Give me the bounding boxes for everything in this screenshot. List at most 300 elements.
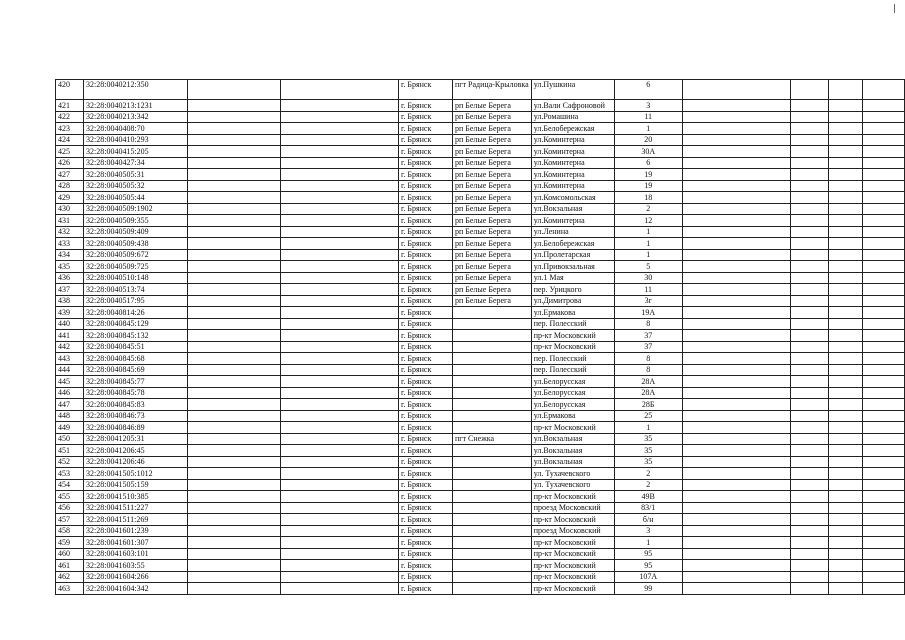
cadastral-number: 32:28:0040509:1902 (84, 203, 188, 215)
empty-cell (281, 80, 399, 100)
empty-cell (682, 157, 790, 169)
empty-cell (281, 537, 399, 549)
cadastral-number: 32:28:0040846:89 (84, 422, 188, 434)
empty-cell (862, 295, 904, 307)
empty-cell (828, 502, 862, 514)
city-cell: г. Брянск (399, 272, 453, 284)
empty-cell (682, 468, 790, 480)
table-row (56, 422, 905, 434)
empty-cell (682, 226, 790, 238)
empty-cell (790, 134, 828, 146)
cadastral-number: 32:28:0041206:46 (84, 456, 188, 468)
empty-cell (188, 146, 281, 158)
cadastral-number: 32:28:0041505:1012 (84, 468, 188, 480)
empty-cell (188, 238, 281, 250)
table-row (56, 272, 905, 284)
empty-cell (862, 146, 904, 158)
table-row (56, 399, 905, 411)
row-number: 429 (56, 192, 84, 204)
empty-cell (828, 146, 862, 158)
city-cell: г. Брянск (399, 525, 453, 537)
table-row (56, 387, 905, 399)
settlement-cell: рп Белые Берега (453, 226, 532, 238)
empty-cell (828, 123, 862, 135)
empty-cell (281, 583, 399, 595)
empty-cell (281, 261, 399, 273)
empty-cell (682, 525, 790, 537)
house-number: 3 (614, 100, 682, 112)
empty-cell (682, 123, 790, 135)
street-cell: ул.Вали Сафроновой (531, 100, 614, 112)
empty-cell (790, 215, 828, 227)
empty-cell (188, 330, 281, 342)
row-number: 428 (56, 180, 84, 192)
street-cell: пр-кт Московский (531, 548, 614, 560)
cadastral-number: 32:28:0040427:34 (84, 157, 188, 169)
empty-cell (281, 502, 399, 514)
empty-cell (682, 364, 790, 376)
cadastral-number: 32:28:0040845:51 (84, 341, 188, 353)
empty-cell (828, 410, 862, 422)
street-cell: ул.Коминтерна (531, 169, 614, 181)
empty-cell (188, 433, 281, 445)
cadastral-number: 32:28:0040845:83 (84, 399, 188, 411)
empty-cell (862, 307, 904, 319)
house-number: 28А (614, 387, 682, 399)
city-cell: г. Брянск (399, 353, 453, 365)
settlement-cell: рп Белые Берега (453, 215, 532, 227)
cadastral-number: 32:28:0041205:31 (84, 433, 188, 445)
empty-cell (188, 318, 281, 330)
empty-cell (682, 330, 790, 342)
table-row (56, 123, 905, 135)
city-cell: г. Брянск (399, 180, 453, 192)
city-cell: г. Брянск (399, 318, 453, 330)
empty-cell (281, 203, 399, 215)
table-row (56, 491, 905, 503)
empty-cell (790, 330, 828, 342)
empty-cell (682, 295, 790, 307)
row-number: 438 (56, 295, 84, 307)
empty-cell (862, 192, 904, 204)
empty-cell (790, 502, 828, 514)
settlement-cell (453, 479, 532, 491)
empty-cell (828, 238, 862, 250)
city-cell: г. Брянск (399, 376, 453, 388)
empty-cell (188, 387, 281, 399)
empty-cell (862, 261, 904, 273)
empty-cell (682, 80, 790, 100)
cadastral-number: 32:28:0041505:159 (84, 479, 188, 491)
empty-cell (828, 80, 862, 100)
street-cell: ул.Вокзальная (531, 433, 614, 445)
city-cell: г. Брянск (399, 249, 453, 261)
empty-cell (682, 307, 790, 319)
empty-cell (862, 571, 904, 583)
empty-cell (790, 525, 828, 537)
street-cell: пер. Полесский (531, 318, 614, 330)
empty-cell (790, 203, 828, 215)
city-cell: г. Брянск (399, 537, 453, 549)
empty-cell (682, 548, 790, 560)
row-number: 456 (56, 502, 84, 514)
row-number: 463 (56, 583, 84, 595)
cadastral-number: 32:28:0040845:129 (84, 318, 188, 330)
empty-cell (862, 203, 904, 215)
empty-cell (828, 261, 862, 273)
house-number: 12 (614, 215, 682, 227)
row-number: 420 (56, 80, 84, 100)
empty-cell (682, 100, 790, 112)
empty-cell (828, 203, 862, 215)
settlement-cell: рп Белые Берега (453, 261, 532, 273)
settlement-cell: рп Белые Берега (453, 146, 532, 158)
house-number: 37 (614, 330, 682, 342)
row-number: 459 (56, 537, 84, 549)
empty-cell (188, 111, 281, 123)
table-row (56, 146, 905, 158)
row-number: 433 (56, 238, 84, 250)
empty-cell (790, 146, 828, 158)
table-row (56, 284, 905, 296)
empty-cell (828, 364, 862, 376)
empty-cell (188, 571, 281, 583)
table-row (56, 502, 905, 514)
table-row (56, 307, 905, 319)
empty-cell (281, 215, 399, 227)
row-number: 445 (56, 376, 84, 388)
empty-cell (281, 123, 399, 135)
empty-cell (790, 422, 828, 434)
empty-cell (188, 169, 281, 181)
empty-cell (281, 364, 399, 376)
table-row (56, 456, 905, 468)
empty-cell (790, 284, 828, 296)
row-number: 442 (56, 341, 84, 353)
empty-cell (828, 215, 862, 227)
cadastral-number: 32:28:0040846:73 (84, 410, 188, 422)
settlement-cell (453, 560, 532, 572)
settlement-cell: рп Белые Берега (453, 295, 532, 307)
street-cell: пр-кт Московский (531, 422, 614, 434)
row-number: 460 (56, 548, 84, 560)
empty-cell (828, 100, 862, 112)
street-cell: ул. Тухачевского (531, 479, 614, 491)
empty-cell (862, 502, 904, 514)
empty-cell (281, 399, 399, 411)
row-number: 425 (56, 146, 84, 158)
empty-cell (682, 445, 790, 457)
empty-cell (862, 456, 904, 468)
empty-cell (862, 123, 904, 135)
empty-cell (790, 491, 828, 503)
street-cell: пр-кт Московский (531, 491, 614, 503)
cadastral-number: 32:28:0041604:266 (84, 571, 188, 583)
settlement-cell: рп Белые Берега (453, 123, 532, 135)
house-number: 20 (614, 134, 682, 146)
empty-cell (682, 341, 790, 353)
city-cell: г. Брянск (399, 433, 453, 445)
empty-cell (828, 399, 862, 411)
empty-cell (862, 318, 904, 330)
city-cell: г. Брянск (399, 456, 453, 468)
row-number: 455 (56, 491, 84, 503)
table-row (56, 203, 905, 215)
street-cell: ул.Белорусская (531, 376, 614, 388)
empty-cell (281, 157, 399, 169)
empty-cell (281, 560, 399, 572)
cadastral-number: 32:28:0040509:672 (84, 249, 188, 261)
house-number: 83/1 (614, 502, 682, 514)
empty-cell (790, 180, 828, 192)
table-row (56, 537, 905, 549)
table-row (56, 111, 905, 123)
empty-cell (828, 468, 862, 480)
street-cell: ул.Вокзальная (531, 456, 614, 468)
empty-cell (281, 146, 399, 158)
empty-cell (790, 433, 828, 445)
street-cell: ул.Коминтерна (531, 134, 614, 146)
empty-cell (862, 376, 904, 388)
row-number: 434 (56, 249, 84, 261)
city-cell: г. Брянск (399, 203, 453, 215)
empty-cell (828, 583, 862, 595)
city-cell: г. Брянск (399, 192, 453, 204)
settlement-cell (453, 422, 532, 434)
street-cell: ул.Ромашина (531, 111, 614, 123)
cadastral-number: 32:28:0040814:26 (84, 307, 188, 319)
street-cell: ул.Ермакова (531, 410, 614, 422)
empty-cell (828, 157, 862, 169)
cadastral-number: 32:28:0041601:239 (84, 525, 188, 537)
empty-cell (828, 433, 862, 445)
empty-cell (828, 456, 862, 468)
empty-cell (188, 376, 281, 388)
empty-cell (188, 284, 281, 296)
cadastral-number: 32:28:0040845:78 (84, 387, 188, 399)
house-number: 28А (614, 376, 682, 388)
settlement-cell (453, 399, 532, 411)
empty-cell (682, 272, 790, 284)
empty-cell (281, 111, 399, 123)
house-number: 8 (614, 364, 682, 376)
empty-cell (682, 422, 790, 434)
empty-cell (281, 249, 399, 261)
empty-cell (682, 284, 790, 296)
empty-cell (790, 249, 828, 261)
house-number: 30А (614, 146, 682, 158)
empty-cell (188, 479, 281, 491)
empty-cell (281, 307, 399, 319)
empty-cell (862, 111, 904, 123)
street-cell: ул.Белорусская (531, 387, 614, 399)
house-number: 2 (614, 203, 682, 215)
empty-cell (862, 525, 904, 537)
empty-cell (281, 169, 399, 181)
row-number: 432 (56, 226, 84, 238)
table-row (56, 583, 905, 595)
empty-cell (188, 456, 281, 468)
empty-cell (862, 169, 904, 181)
settlement-cell: рп Белые Берега (453, 134, 532, 146)
empty-cell (862, 364, 904, 376)
settlement-cell (453, 376, 532, 388)
empty-cell (862, 353, 904, 365)
empty-cell (790, 387, 828, 399)
empty-cell (682, 134, 790, 146)
row-number: 448 (56, 410, 84, 422)
empty-cell (682, 433, 790, 445)
row-number: 452 (56, 456, 84, 468)
empty-cell (828, 537, 862, 549)
registry-table (55, 79, 905, 595)
empty-cell (682, 146, 790, 158)
empty-cell (828, 318, 862, 330)
empty-cell (281, 330, 399, 342)
empty-cell (188, 422, 281, 434)
street-cell: ул.Пушкина (531, 80, 614, 100)
empty-cell (188, 583, 281, 595)
house-number: 2 (614, 479, 682, 491)
empty-cell (188, 560, 281, 572)
street-cell: пр-кт Московский (531, 571, 614, 583)
empty-cell (188, 134, 281, 146)
empty-cell (828, 192, 862, 204)
empty-cell (828, 134, 862, 146)
row-number: 422 (56, 111, 84, 123)
street-cell: пер. Полесский (531, 353, 614, 365)
settlement-cell (453, 571, 532, 583)
empty-cell (862, 491, 904, 503)
empty-cell (188, 295, 281, 307)
empty-cell (862, 284, 904, 296)
table-row (56, 433, 905, 445)
empty-cell (862, 157, 904, 169)
house-number: 2 (614, 468, 682, 480)
empty-cell (188, 410, 281, 422)
empty-cell (828, 514, 862, 526)
empty-cell (281, 525, 399, 537)
house-number: 1 (614, 422, 682, 434)
house-number: 5 (614, 261, 682, 273)
street-cell: ул.Пролетарская (531, 249, 614, 261)
empty-cell (682, 537, 790, 549)
empty-cell (862, 249, 904, 261)
row-number: 453 (56, 468, 84, 480)
house-number: 95 (614, 560, 682, 572)
table-row (56, 525, 905, 537)
empty-cell (790, 468, 828, 480)
cadastral-number: 32:28:0040509:438 (84, 238, 188, 250)
row-number: 423 (56, 123, 84, 135)
empty-cell (682, 376, 790, 388)
settlement-cell: рп Белые Берега (453, 284, 532, 296)
table-row (56, 100, 905, 112)
cadastral-number: 32:28:0040213:1231 (84, 100, 188, 112)
house-number: 25 (614, 410, 682, 422)
empty-cell (828, 295, 862, 307)
empty-cell (790, 560, 828, 572)
table-row (56, 548, 905, 560)
cadastral-number: 32:28:0041601:307 (84, 537, 188, 549)
table-row (56, 215, 905, 227)
settlement-cell: рп Белые Берега (453, 169, 532, 181)
empty-cell (682, 387, 790, 399)
house-number: 99 (614, 583, 682, 595)
empty-cell (281, 180, 399, 192)
street-cell: ул.Привокзальная (531, 261, 614, 273)
empty-cell (790, 123, 828, 135)
city-cell: г. Брянск (399, 146, 453, 158)
street-cell: ул.Коминтерна (531, 215, 614, 227)
city-cell: г. Брянск (399, 491, 453, 503)
table-row (56, 238, 905, 250)
empty-cell (862, 468, 904, 480)
empty-cell (682, 215, 790, 227)
empty-cell (281, 548, 399, 560)
city-cell: г. Брянск (399, 100, 453, 112)
row-number: 462 (56, 571, 84, 583)
table-row (56, 479, 905, 491)
empty-cell (188, 445, 281, 457)
empty-cell (281, 491, 399, 503)
settlement-cell (453, 307, 532, 319)
settlement-cell: рп Белые Берега (453, 203, 532, 215)
row-number: 436 (56, 272, 84, 284)
city-cell: г. Брянск (399, 330, 453, 342)
settlement-cell: рп Белые Берега (453, 111, 532, 123)
row-number: 435 (56, 261, 84, 273)
city-cell: г. Брянск (399, 445, 453, 457)
empty-cell (188, 353, 281, 365)
empty-cell (790, 399, 828, 411)
empty-cell (281, 514, 399, 526)
table-row (56, 226, 905, 238)
cadastral-number: 32:28:0040509:409 (84, 226, 188, 238)
settlement-cell: рп Белые Берега (453, 100, 532, 112)
city-cell: г. Брянск (399, 364, 453, 376)
street-cell: пр-кт Московский (531, 330, 614, 342)
empty-cell (862, 387, 904, 399)
empty-cell (790, 456, 828, 468)
settlement-cell: пгт Снежка (453, 433, 532, 445)
empty-cell (281, 192, 399, 204)
table-row (56, 353, 905, 365)
empty-cell (790, 341, 828, 353)
house-number: 37 (614, 341, 682, 353)
city-cell: г. Брянск (399, 226, 453, 238)
city-cell: г. Брянск (399, 284, 453, 296)
settlement-cell (453, 514, 532, 526)
empty-cell (790, 226, 828, 238)
street-cell: ул.1 Мая (531, 272, 614, 284)
street-cell: ул.Комсомольская (531, 192, 614, 204)
row-number: 421 (56, 100, 84, 112)
table-row (56, 80, 905, 100)
row-number: 450 (56, 433, 84, 445)
house-number: 19 (614, 169, 682, 181)
empty-cell (682, 583, 790, 595)
cadastral-number: 32:28:0041206:45 (84, 445, 188, 457)
empty-cell (862, 180, 904, 192)
house-number: 6 (614, 80, 682, 100)
city-cell: г. Брянск (399, 261, 453, 273)
street-cell: проезд Московский (531, 525, 614, 537)
row-number: 443 (56, 353, 84, 365)
empty-cell (790, 169, 828, 181)
empty-cell (281, 387, 399, 399)
settlement-cell: рп Белые Берега (453, 272, 532, 284)
